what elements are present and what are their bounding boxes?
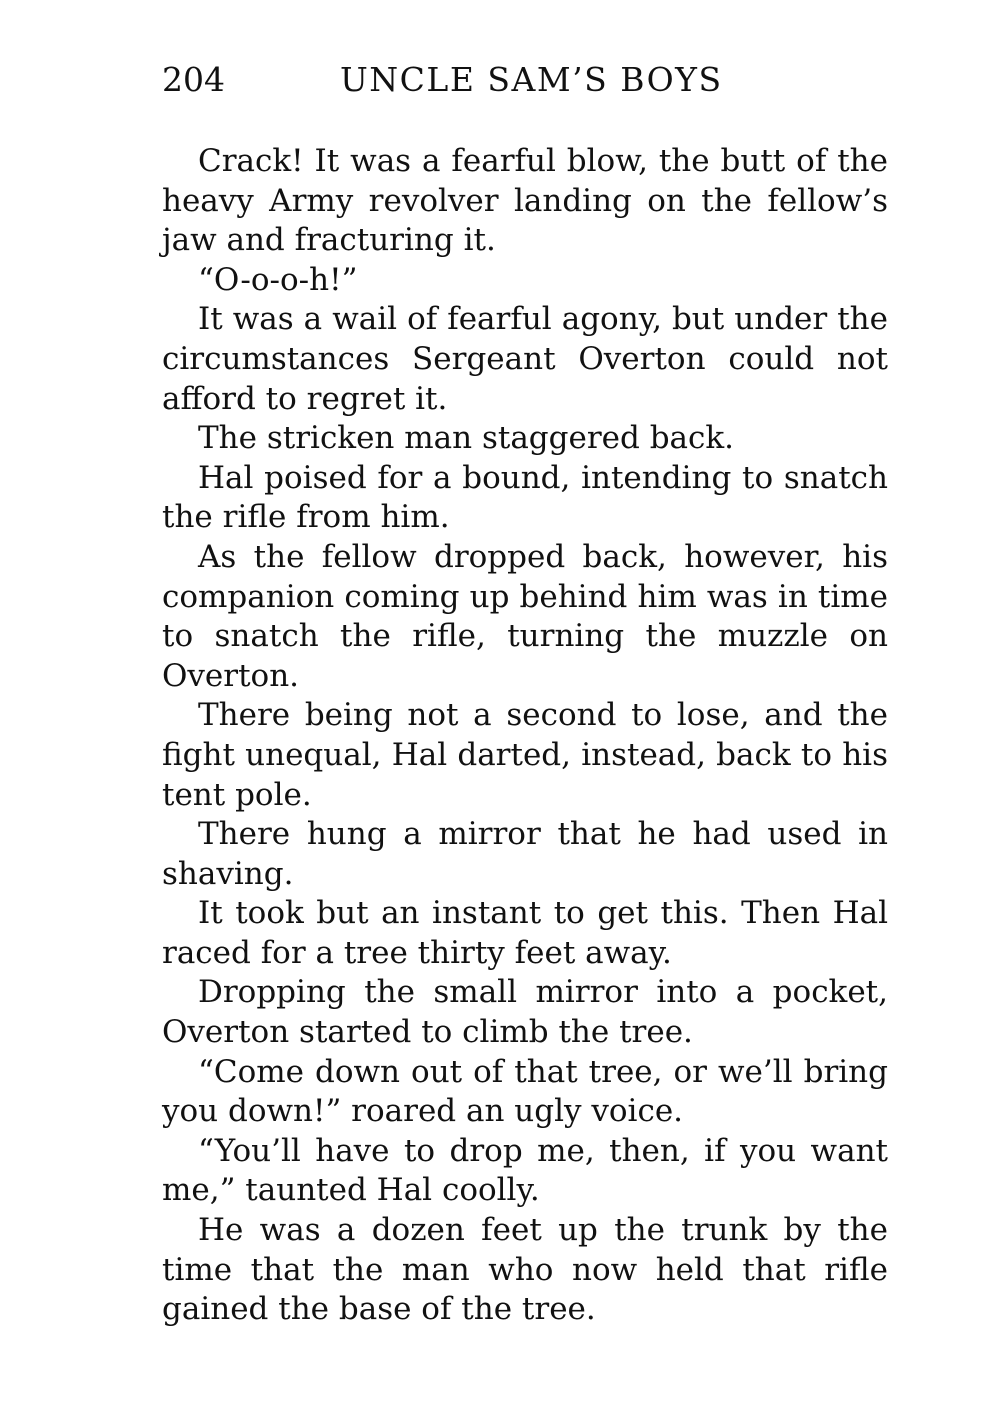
- paragraph: “Come down out of that tree, or we’ll bring you down!” roared an ugly voice.: [162, 1053, 888, 1130]
- paragraph: There being not a second to lose, and the fight unequal, Hal darted, instead, back to his tent pole.: [162, 697, 888, 813]
- body-text: [162, 142, 888, 1330]
- paragraph: It was a wail of fearful agony, but under the circumstances Sergeant Overton could not afford to regret it.: [162, 301, 888, 417]
- paragraph: “You’ll have to drop me, then, if you want me,” taunted Hal coolly.: [162, 1132, 888, 1209]
- paragraph: “O-o-o-h!”: [198, 261, 358, 298]
- paragraph: As the fellow dropped back, however, his companion coming up behind him was in time to snatch the rifle, turning the muzzle on Overton.: [162, 538, 888, 694]
- page-header: [162, 58, 888, 102]
- paragraph: He was a dozen feet up the trunk by the time that the man who now held that rifle gained the base of the tree.: [162, 1212, 888, 1328]
- paragraph: Hal poised for a bound, intending to snatch the rifle from him.: [162, 459, 888, 536]
- page-number: 204: [162, 60, 225, 99]
- paragraph: The stricken man staggered back.: [198, 420, 735, 457]
- paragraph: It took but an instant to get this. Then Hal raced for a tree thirty feet away.: [162, 895, 888, 971]
- paragraph: There hung a mirror that he had used in shaving.: [162, 816, 888, 892]
- paragraph: Dropping the small mirror into a pocket, Overton started to climb the tree.: [162, 974, 888, 1051]
- running-title: UNCLE SAM’S BOYS: [340, 60, 723, 99]
- paragraph: Crack! It was a fearful blow, the butt of the heavy Army revolver landing on the fellow’s jaw and fracturing it.: [162, 143, 888, 259]
